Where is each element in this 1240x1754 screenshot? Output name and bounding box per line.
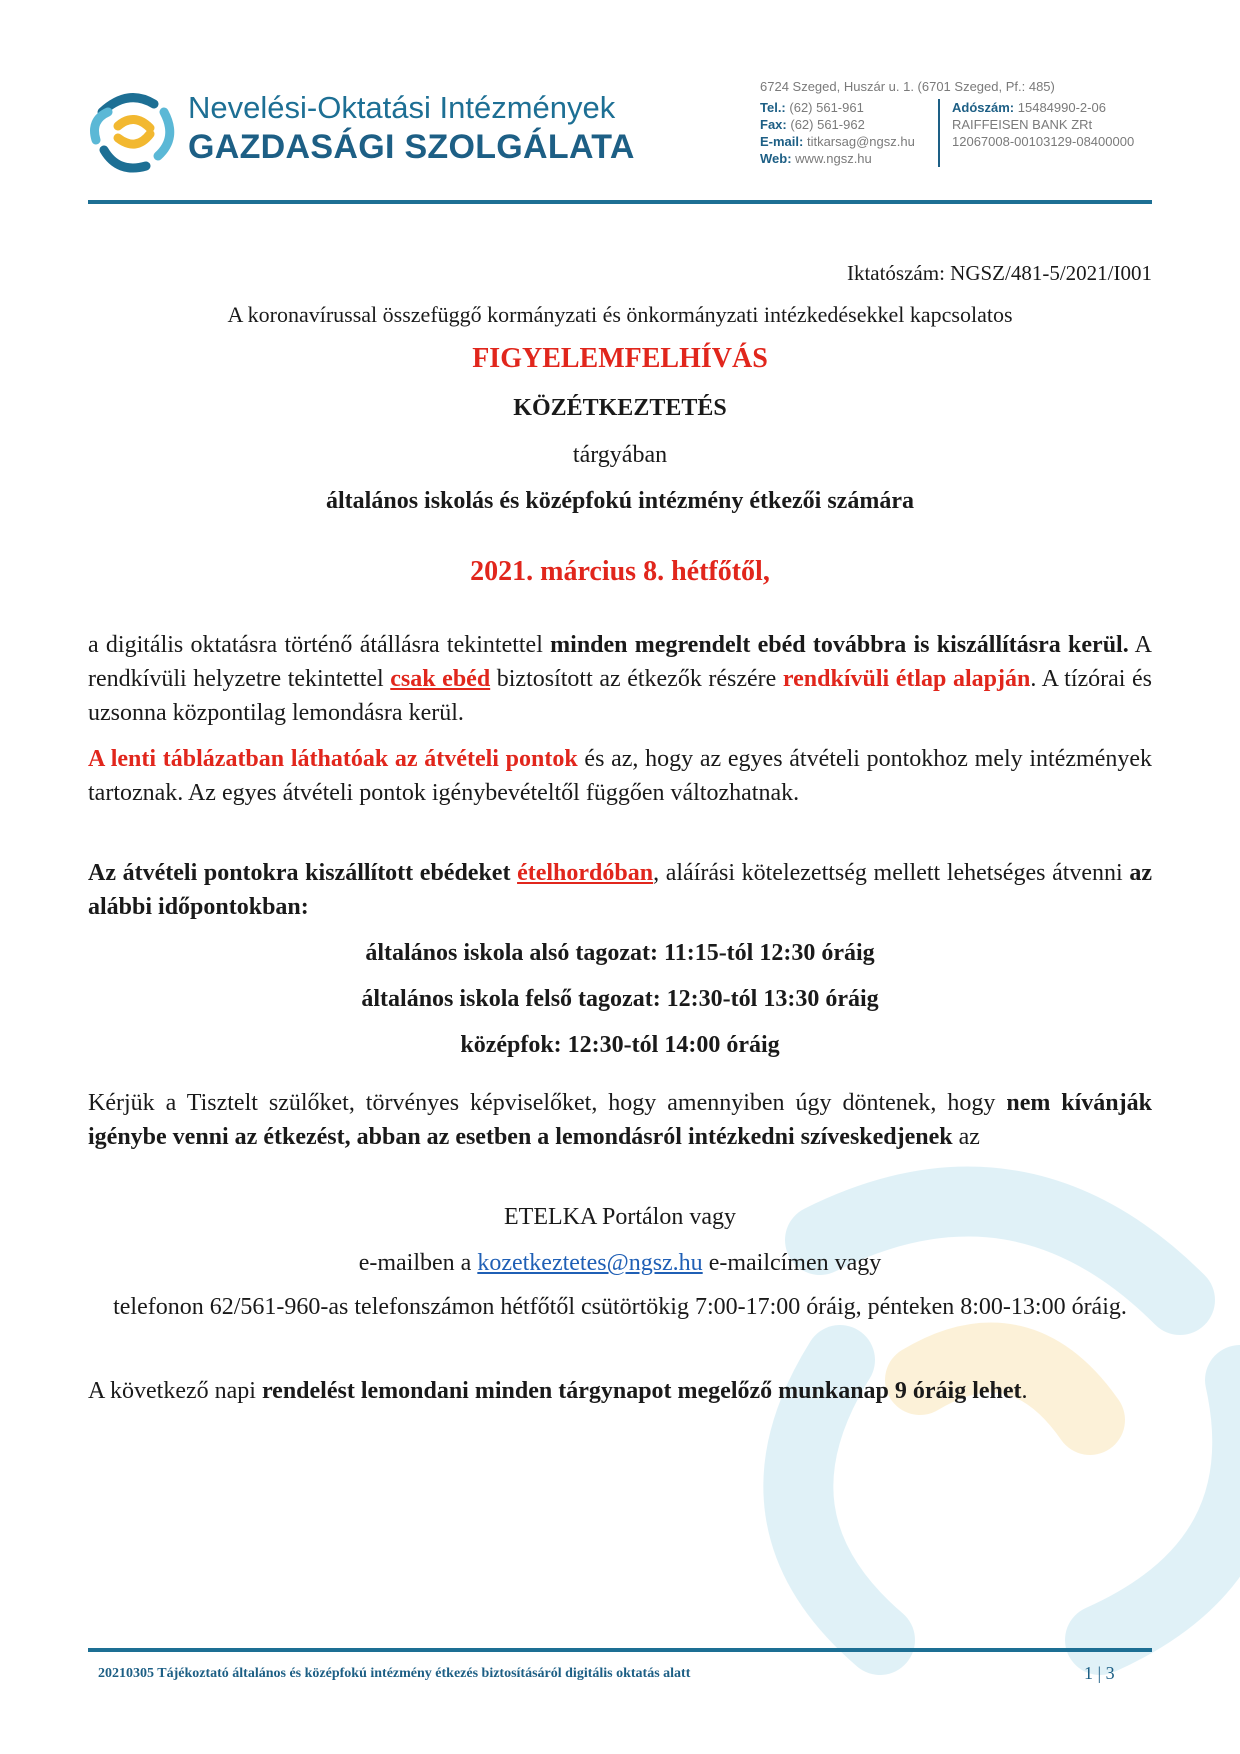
p3-highlight: ételhordóban [517, 860, 654, 886]
bank-account: 12067008-00103129-08400000 [952, 134, 1135, 149]
fax-label: Fax: [760, 117, 787, 132]
p4-text: Kérjük a Tisztelt szülőket, törvényes képviselőket, hogy amennyiben úgy döntenek, hogy [88, 1090, 1007, 1116]
paragraph-2 [88, 742, 1152, 810]
p1-text: a digitális oktatásra történő átállásra tekintettel [88, 632, 551, 658]
phone-line: telefonon 62/561-960-as telefonszámon hétfőtől csütörtökig 7:00-17:00 óráig, pénteken 8:00-13:00 óráig. [113, 1294, 1127, 1320]
web-value[interactable]: www.ngsz.hu [795, 151, 872, 166]
subject: KÖZÉTKEZTETÉS [513, 395, 727, 421]
p1-text: A rendkívüli helyzetre tekintettel [88, 632, 1153, 692]
contact-column [760, 99, 940, 167]
intro-line: A koronavírussal összefüggő kormányzati és önkormányzati intézkedésekkel kapcsolatos [227, 302, 1013, 327]
tax-label: Adószám: [952, 100, 1015, 115]
header-divider [88, 200, 1152, 204]
reference-number: Iktatószám: NGSZ/481-5/2021/I001 [846, 261, 1152, 285]
org-name-line1: Nevelési-Oktatási Intézmények [188, 90, 616, 125]
footer-divider [88, 1648, 1152, 1652]
p3-bold: Az átvételi pontokra kiszállított ebédeket [88, 860, 518, 886]
p5-bold: rendelést lemondani minden tárgynapot megelőző munkanap 9 óráig lehet [261, 1378, 1022, 1404]
letterhead [88, 76, 1152, 206]
audience: általános iskolás és középfokú intézmény étkezői számára [326, 488, 914, 514]
email-line-text: e-mailben a [358, 1250, 478, 1276]
footer-text: 20210305 Tájékoztató általános és középfokú intézmény étkezés biztosításáról digitális oktatás alatt [98, 1666, 691, 1681]
email-value[interactable]: titkarsag@ngsz.hu [806, 134, 915, 149]
fax-value: (62) 561-962 [790, 117, 865, 132]
p1-highlight: rendkívüli étlap alapján [782, 666, 1031, 692]
paragraph-5 [88, 1374, 1152, 1408]
subject-suffix: tárgyában [572, 442, 668, 468]
paragraph-3 [88, 856, 1152, 924]
p5-text: A következő napi [88, 1378, 262, 1404]
time-slot: általános iskola alsó tagozat: 11:15-tól 12:30 óráig [365, 940, 875, 966]
p1-text: . A tízórai és uzsonna központilag lemondásra kerül. [88, 666, 1153, 726]
document-title: FIGYELEMFELHÍVÁS [472, 343, 768, 374]
time-slot: általános iskola felső tagozat: 12:30-tól 13:30 óráig [361, 986, 879, 1012]
bank-name: RAIFFEISEN BANK ZRt [952, 117, 1093, 132]
p4-bold: nem kívánják igénybe venni az étkezést, abban az esetben a lemondásról intézkedni szíveskedjenek [88, 1090, 1152, 1150]
logo-icon [88, 82, 180, 174]
paragraph-1 [88, 628, 1152, 730]
p1-bold: minden megrendelt ebéd továbbra is kiszállításra kerül. [550, 632, 1129, 658]
time-slot: középfok: 12:30-tól 14:00 óráig [460, 1032, 780, 1058]
org-name-line2: GAZDASÁGI SZOLGÁLATA [188, 128, 635, 166]
p5-text: . [1021, 1378, 1028, 1404]
p2-text: és az, hogy az egyes átvételi pontokhoz mely intézmények tartoznak. Az egyes átvételi pontok igénybevételtől függően változhatnak. [88, 746, 1152, 806]
portal-line: ETELKA Portálon vagy [504, 1204, 736, 1230]
p1-text: biztosított az étkezők részére [490, 666, 783, 692]
page-number: 1 | 3 [1084, 1663, 1115, 1683]
contact-block [760, 78, 1152, 167]
paragraph-4 [88, 1086, 1152, 1154]
email-label: E-mail: [760, 134, 804, 149]
p2-highlight: A lenti táblázatban láthatóak az átvételi pontok [88, 746, 578, 772]
p3-text: , aláírási kötelezettség mellett lehetséges átvenni [653, 860, 1130, 886]
email-line-text: e-mailcímen vagy [702, 1250, 882, 1276]
tel-label: Tel.: [760, 100, 786, 115]
address: 6724 Szeged, Huszár u. 1. (6701 Szeged, Pf.: 485) [760, 79, 1055, 94]
finance-column [940, 99, 1134, 167]
p4-text: az [952, 1124, 980, 1150]
p3-bold: az alábbi időpontokban: [88, 860, 1152, 920]
tel-value: (62) 561-961 [789, 100, 864, 115]
email-link[interactable]: kozetkeztetes@ngsz.hu [477, 1250, 703, 1276]
web-label: Web: [760, 151, 792, 166]
email-line [88, 1246, 1152, 1280]
p1-highlight: csak ebéd [390, 666, 491, 692]
effective-date: 2021. március 8. hétfőtől, [470, 556, 770, 587]
tax-value: 15484990-2-06 [1017, 100, 1106, 115]
